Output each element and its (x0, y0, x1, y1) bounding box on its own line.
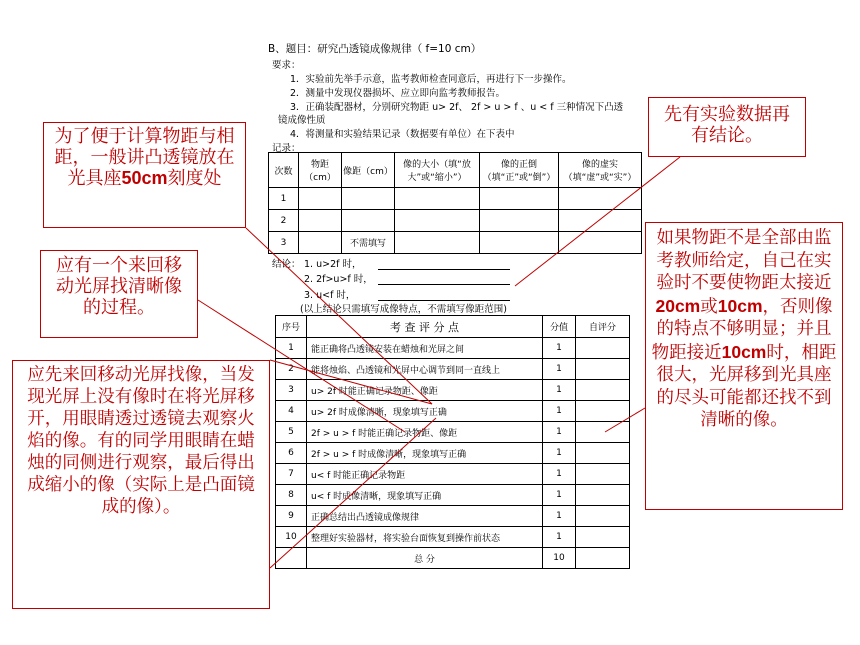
note-number: 10cm (717, 295, 763, 316)
record-header-real-virtual: 像的虚实（填“虚”或“实”） (559, 153, 642, 188)
total-blank (276, 548, 307, 569)
record-cell[interactable] (480, 210, 559, 232)
table-row (276, 443, 630, 464)
score-row-item: 2f > u > f 时能正确记录物距、像距 (307, 422, 543, 443)
score-table (275, 315, 630, 569)
record-row-number: 1 (269, 188, 299, 210)
score-header-value: 分值 (543, 316, 576, 338)
score-row-item: 能将烛焰、凸透镜和光屏中心调节到同一直线上 (307, 359, 543, 380)
record-header-orientation: 像的正倒（填“正”或“倒”） (480, 153, 559, 188)
score-row-item: u> 2f 时成像清晰，现象填写正确 (307, 401, 543, 422)
record-table (268, 152, 642, 254)
score-row-item: u< f 时成像清晰，现象填写正确 (307, 485, 543, 506)
score-row-no: 5 (276, 422, 307, 443)
table-row (276, 485, 630, 506)
conclusion-label: 结论： (272, 259, 301, 270)
score-row-no: 4 (276, 401, 307, 422)
score-row-no: 3 (276, 380, 307, 401)
score-row-item: 整理好实验器材，将实验台面恢复到操作前状态 (307, 527, 543, 548)
table-row (276, 401, 630, 422)
score-row-self[interactable] (576, 380, 630, 401)
score-row-value: 1 (543, 464, 576, 485)
score-row-no: 7 (276, 464, 307, 485)
record-row-number: 3 (269, 232, 299, 254)
score-row-value: 1 (543, 422, 576, 443)
requirement-1: 1．实验前先举手示意，监考教师检查同意后，再进行下一步操作。 (290, 74, 572, 85)
record-row (269, 210, 642, 232)
note-box-distance (43, 122, 246, 228)
note-text: 刻度处 (167, 168, 222, 189)
record-header-image-distance: 像距（cm） (342, 153, 395, 188)
score-row-self[interactable] (576, 401, 630, 422)
record-row (269, 188, 642, 210)
score-row-no: 2 (276, 359, 307, 380)
score-row-self[interactable] (576, 422, 630, 443)
score-row-value: 1 (543, 485, 576, 506)
total-self-cell[interactable] (576, 548, 630, 569)
record-cell[interactable] (559, 210, 642, 232)
score-row-self[interactable] (576, 443, 630, 464)
note-text: 或 (700, 296, 718, 317)
table-row (276, 527, 630, 548)
conclusion-3-blank[interactable] (378, 300, 510, 301)
table-row (276, 506, 630, 527)
score-row-item: u< f 时能正确记录物距 (307, 464, 543, 485)
no-fill-cell: 不需填写 (342, 232, 395, 254)
requirement-3: 3．正确装配器材，分别研究物距 u> 2f、 2f > u > f 、u < f 三种情况下凸透 (290, 102, 624, 113)
record-row-number: 2 (269, 210, 299, 232)
record-label: 记录： (272, 143, 301, 154)
score-row-self[interactable] (576, 506, 630, 527)
total-label: 总 分 (307, 548, 543, 569)
note-box-distance-warning (645, 222, 843, 510)
score-row-self[interactable] (576, 485, 630, 506)
score-row-self[interactable] (576, 359, 630, 380)
record-cell[interactable] (480, 232, 559, 254)
requirement-3-cont: 镜成像性质 (278, 115, 326, 126)
requirement-2: 2．测量中发现仪器损坏、应立即向监考教师报告。 (290, 88, 506, 99)
note-box-observe: 应先来回移动光屏找像，当发现光屏上没有像时在将光屏移开，用眼睛透过透镜去观察火焰的像。有的同学用眼睛在蜡烛的同侧进行观察，最后得出成缩小的像（实际上是凸面镜成的像）。 (12, 360, 270, 609)
conclusion-2-blank[interactable] (378, 284, 510, 285)
note-text: 如果物距不是全部由监考教师给定，自己在实验时不要使物距太接近 (656, 228, 832, 293)
score-row-value: 1 (543, 380, 576, 401)
score-row-value: 1 (543, 443, 576, 464)
score-header-no: 序号 (276, 316, 307, 338)
score-row-value: 1 (543, 401, 576, 422)
table-row (276, 338, 630, 359)
conclusion-note: (以上结论只需填写成像特点，不需填写像距范围) (300, 304, 507, 315)
score-row-no: 1 (276, 338, 307, 359)
score-row-self[interactable] (576, 527, 630, 548)
note-number: 10cm (721, 341, 767, 362)
table-row (276, 380, 630, 401)
score-row-value: 1 (543, 506, 576, 527)
note-box-data-first: 先有实验数据再有结论。 (648, 97, 806, 157)
note-text: ，否则像的特点不够明显；并且物距接近 (651, 296, 833, 363)
note-number: 20cm (655, 295, 701, 316)
record-cell[interactable] (395, 210, 480, 232)
table-row (276, 359, 630, 380)
score-row-no: 9 (276, 506, 307, 527)
score-row-value: 1 (543, 338, 576, 359)
total-value: 10 (543, 548, 576, 569)
score-row-value: 1 (543, 527, 576, 548)
conclusion-1: 1. u>2f 时， (304, 259, 362, 270)
record-cell[interactable] (395, 232, 480, 254)
table-row (276, 464, 630, 485)
doc-title: B、题目：研究凸透镜成像规律（ f=10 cm） (268, 43, 482, 55)
record-cell[interactable] (559, 188, 642, 210)
score-row-value: 1 (543, 359, 576, 380)
score-header-item: 考 查 评 分 点 (307, 316, 543, 338)
record-header-size: 像的大小（填“放大”或“缩小”） (395, 153, 480, 188)
record-cell[interactable] (480, 188, 559, 210)
score-row-item: 正确总结出凸透镜成像规律 (307, 506, 543, 527)
score-row-no: 8 (276, 485, 307, 506)
note-number: 50cm (121, 168, 168, 188)
note-text: 为了便于计算物距与相距，一般讲凸透镜放在光具座 (54, 126, 235, 189)
conclusion-3: 3. u<f 时， (304, 290, 356, 301)
record-cell[interactable] (395, 188, 480, 210)
score-row-self[interactable] (576, 338, 630, 359)
score-row-item: 能正确将凸透镜安装在蜡烛和光屏之间 (307, 338, 543, 359)
record-cell[interactable] (299, 210, 342, 232)
record-row (269, 232, 642, 254)
record-cell[interactable] (342, 210, 395, 232)
score-row-item: u> 2f 时能正确记录物距、像距 (307, 380, 543, 401)
conclusion-2: 2. 2f>u>f 时， (304, 274, 373, 285)
record-header-object-distance: 物距（cm） (299, 153, 342, 188)
record-cell[interactable] (299, 232, 342, 254)
conclusion-1-blank[interactable] (378, 269, 510, 270)
requirements-heading: 要求： (272, 60, 301, 71)
note-text: 时，相距很大，光屏移到光具座的尽头可能都还找不到清晰的像。 (656, 342, 837, 430)
note-box-move-screen: 应有一个来回移动光屏找清晰像的过程。 (40, 250, 198, 338)
requirement-4: 4．将测量和实验结果记录（数据要有单位）在下表中 (290, 129, 515, 140)
score-header-self: 自评分 (576, 316, 630, 338)
table-row (276, 422, 630, 443)
record-header-count: 次数 (269, 153, 299, 188)
score-row-self[interactable] (576, 464, 630, 485)
record-cell[interactable] (559, 232, 642, 254)
score-row-no: 6 (276, 443, 307, 464)
record-cell[interactable] (299, 188, 342, 210)
record-cell[interactable] (342, 188, 395, 210)
score-row-no: 10 (276, 527, 307, 548)
score-row-item: 2f > u > f 时成像清晰，现象填写正确 (307, 443, 543, 464)
